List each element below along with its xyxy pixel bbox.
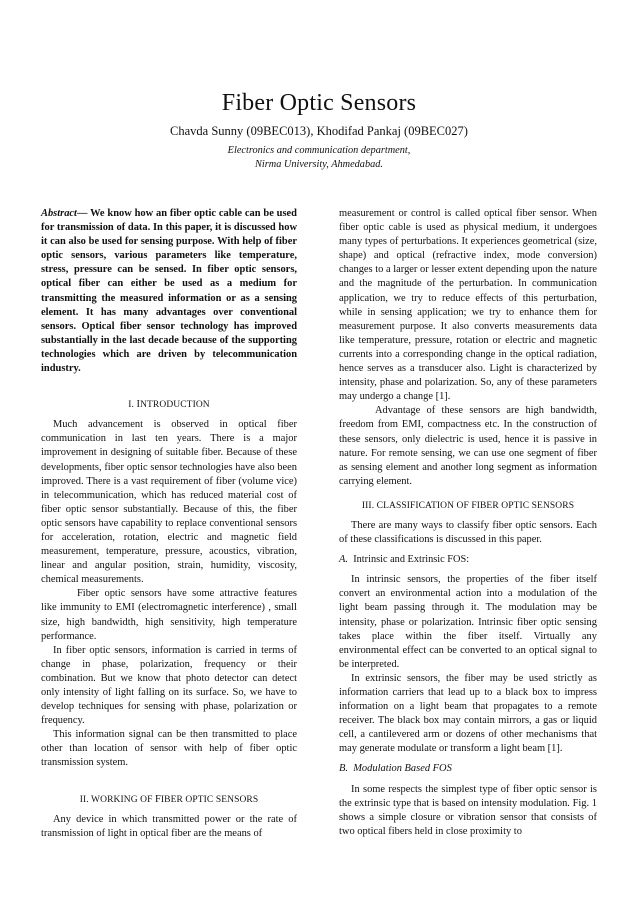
subsection-heading-modulation <box>339 762 597 776</box>
abstract <box>41 207 297 376</box>
paper-authors: Chavda Sunny (09BEC013), Khodifad Pankaj (09BEC027) <box>170 124 468 138</box>
affiliation-department: Electronics and communication department, <box>227 145 411 156</box>
subsection-label: B. <box>339 763 348 775</box>
section-heading-cap: I <box>136 399 141 411</box>
working-paragraph-start: Any device in which transmitted power or the rate of transmission of light in optical fiber are the means of <box>41 813 297 839</box>
section-heading-rest: IBER OPTIC SENSORS <box>160 794 259 805</box>
modulation-paragraph: In some respects the simplest type of fiber optic sensor is the extrinsic type that is based on intensity modulation. Fig. 1 shows a simple closure or vibration sensor that consists of two optical fibers held in close proximity to <box>339 783 597 837</box>
left-column <box>41 207 297 841</box>
extrinsic-paragraph: In extrinsic sensors, the fiber may be used strictly as information carriers that lead up to a black box to impress information on a light beam that propagates to a remote receiver. The black box may contain mirrors, a gas or liquid cell, a cantilevered arm or dozens of other mechanisms that may generate modulate or transform a light beam [1]. <box>339 672 597 755</box>
section-heading-pre: WORKING OF <box>91 794 155 805</box>
working-paragraph-continued: measurement or control is called optical fiber sensor. When fiber optic cable is used as physical medium, it undergoes many types of perturbations. It experiences geometrical (size, shape) and optical (refractive index, mode conversion) changes to a larger or lesser extent depending upon the nature and the magnitude of the perturbation. In communication application, we try to reduce effects of this perturbation, while in sensing application; we try to enhance them for measurement purpose. It also converts measurements data like temperature, pressure, rotation or electric and magnetic currents into a corresponding change in the optical radiation, hence serves as a transducer also. Light is characterized by intensity, phase and polarization. So, any of these parameters may undergo a change [1]. <box>339 208 597 403</box>
section-numeral: II. <box>79 794 89 805</box>
affiliation-university: Nirma University, Ahmedabad. <box>255 159 383 170</box>
subsection-title: Intrinsic and Extrinsic FOS: <box>353 554 470 566</box>
section-heading-cap: F <box>154 793 161 805</box>
section-heading-working <box>41 793 297 807</box>
section-numeral: I. <box>128 400 134 411</box>
section-heading-introduction <box>41 398 297 412</box>
intro-paragraph: Much advancement is observed in optical fiber communication in last ten years. There is a major improvement in designing of suitable fiber. Because of these developments, fiber optic sensor technologies have also been improved. There is a vast requirement of fiber (volume vice) in telecommunication, which has reduced material cost of fiber optic sensor substantially. Because of this, the fiber optic sensors have capability to replace conventional sensors for acceleration, rotation, electric and magnetic field measurement, temperature, pressure, acoustics, vibration, linear and angular position, strain, humidity, viscosity, chemical measurements. <box>41 419 297 586</box>
subsection-label: A. <box>339 554 348 566</box>
right-column <box>339 207 597 839</box>
advantages-paragraph: Advantage of these sensors are high bandwidth, freedom from EMI, compactness etc. In the construction of these sensors, only dielectric is used, hence it is passive in nature. For remote sensing, we can use one segment of fiber as sensing element and another long segment as information carrying element. <box>339 405 597 487</box>
section-heading-classification: III. CLASSIFICATION OF FIBER OPTIC SENSORS <box>361 500 575 511</box>
abstract-label: Abstract <box>41 208 77 219</box>
subsection-heading-intrinsic-extrinsic <box>339 553 597 567</box>
intro-paragraph: In fiber optic sensors, information is carried in terms of change in phase, polarization, frequency or their combination. But we know that photo detector can detect only intensity of light falling on its surface. So, we have to develop techniques for sensing with phase, polarization or frequency. <box>41 644 297 727</box>
abstract-text: — We know how an fiber optic cable can be used for transmission of data. In this paper, it is discussed how it can also be used for sensing purpose. With help of fiber optic sensors, various parameters like temperature, stress, pressure can be sensed. In fiber optic sensors, optical fiber can either be used as a medium for transmitting the measured information or as a sensing element. It has many advantages over conventional sensors. Optical fiber sensor technology has improved substantially in the last decade because of the supporting technologies which are driven by telecommunication industry. <box>41 208 297 375</box>
intro-paragraph: Fiber optic sensors have some attractive features like immunity to EMI (electromagnetic interference) , small size, high bandwidth, high sensitivity, high temperature performance. <box>41 588 297 642</box>
intro-paragraph: This information signal can be then transmitted to place other than location of sensor with help of fiber optic transmission system. <box>41 729 297 769</box>
section-heading-rest: NTRODUCTION <box>140 400 210 411</box>
classification-paragraph: There are many ways to classify fiber optic sensors. Each of these classifications is discussed in this paper. <box>339 519 597 546</box>
subsection-title: Modulation Based FOS <box>353 763 452 775</box>
intrinsic-paragraph: In intrinsic sensors, the properties of the fiber itself convert an environmental action into a modulation of the light beam passing through it. The modulation may be intensity, phase or polarization. Intrinsic fiber optic sensing takes place within the fiber itself. Virtually any environmental effect can be converted to an optical signal to be interpreted. <box>339 574 597 670</box>
paper-title: Fiber Optic Sensors <box>221 90 417 116</box>
